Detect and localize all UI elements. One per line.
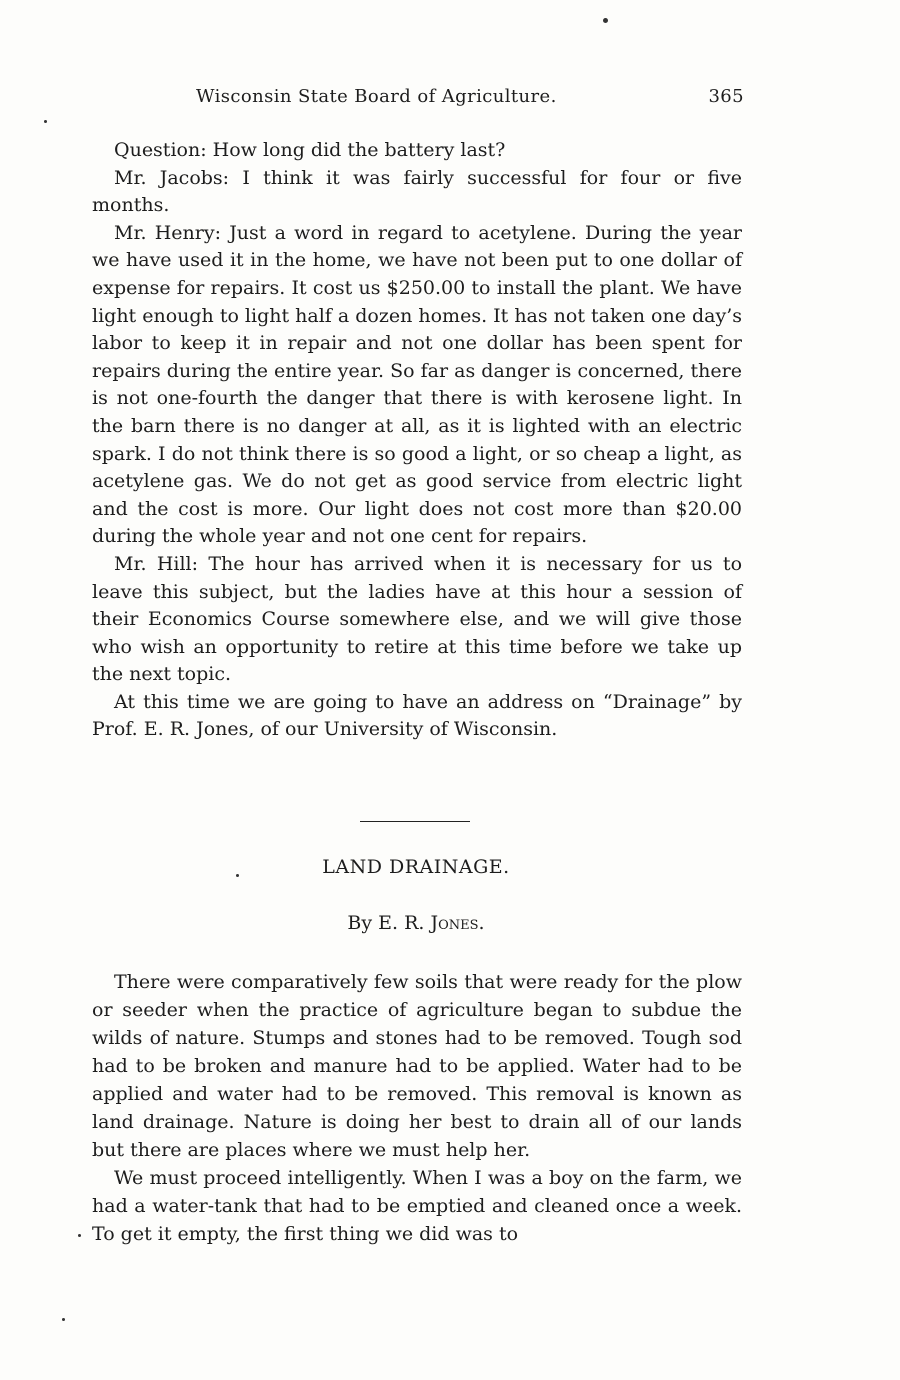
- article-paragraph: There were comparatively few soils that were ready for the plow or seeder when the practice of agriculture began to subdue the wilds of nature. Stumps and stones had to be removed. Tough sod had to be broken and manure had to be applied. Water had to be applied and water had to be removed. This removal is known as land drainage. Nature is doing her best to drain all of our lands but there are places where we must help her.: [92, 971, 742, 1161]
- speech-text: How long did the battery last?: [212, 139, 506, 161]
- print-speck: [62, 1318, 65, 1321]
- speaker-label: Mr. Hill:: [114, 552, 199, 575]
- print-speck: [78, 1234, 81, 1237]
- speech-text: At this time we are going to have an address on “Drainage” by Prof. E. R. Jones, of our University of Wisconsin.: [92, 690, 742, 741]
- discussion-paragraph: [92, 220, 742, 551]
- section-divider: [360, 821, 470, 822]
- page-number: 365: [708, 86, 744, 107]
- print-speck: [236, 874, 239, 877]
- discussion-paragraph: [92, 137, 742, 165]
- print-speck: [44, 120, 47, 123]
- speech-text: Just a word in regard to acetylene. During the year we have used it in the home, we have not been put to one dollar of expense for repairs. It cost us $250.00 to install the plant. We have light enough to light half a dozen homes. It has not taken one day’s labor to keep it in repair and not one dollar has been spent for repairs during the entire year. So far as danger is concerned, there is not one-fourth the danger that there is with kerosene light. In the barn there is no danger at all, as it is lighted with an electric spark. I do not think there is so good a light, or so cheap a light, as acetylene gas. We do not get as good service from electric light and the cost is more. Our light does not cost more than $20.00 during the whole year and not one cent for repairs.: [92, 221, 742, 548]
- discussion-paragraph: [92, 689, 742, 744]
- discussion-paragraph: [92, 165, 742, 220]
- discussion-paragraph: [92, 551, 742, 689]
- print-speck: [603, 18, 608, 23]
- article-paragraph: We must proceed intelligently. When I was a boy on the farm, we had a water-tank that had to be emptied and cleaned once a week. To get it empty, the first thing we did was to: [92, 1167, 742, 1245]
- running-head: [92, 86, 744, 116]
- article-body: [92, 968, 742, 1248]
- byline: [0, 912, 832, 934]
- speech-text: I think it was fairly successful for four or five months.: [92, 166, 742, 217]
- section-title: LAND DRAINAGE.: [322, 856, 510, 878]
- speaker-label: Mr. Henry:: [114, 221, 221, 244]
- byline-author: Jones.: [430, 912, 485, 934]
- discussion-transcript: [92, 137, 742, 744]
- running-head-title: Wisconsin State Board of Agriculture.: [196, 86, 557, 107]
- speech-text: The hour has arrived when it is necessary for us to leave this subject, but the ladies have at this hour a session of their Economics Course somewhere else, and we will give those who wish an opportunity to retire at this time before we take up the next topic.: [92, 552, 743, 686]
- speaker-label: Mr. Jacobs:: [114, 166, 230, 189]
- speaker-label: Question:: [114, 139, 207, 161]
- byline-prefix: By E. R.: [347, 912, 425, 934]
